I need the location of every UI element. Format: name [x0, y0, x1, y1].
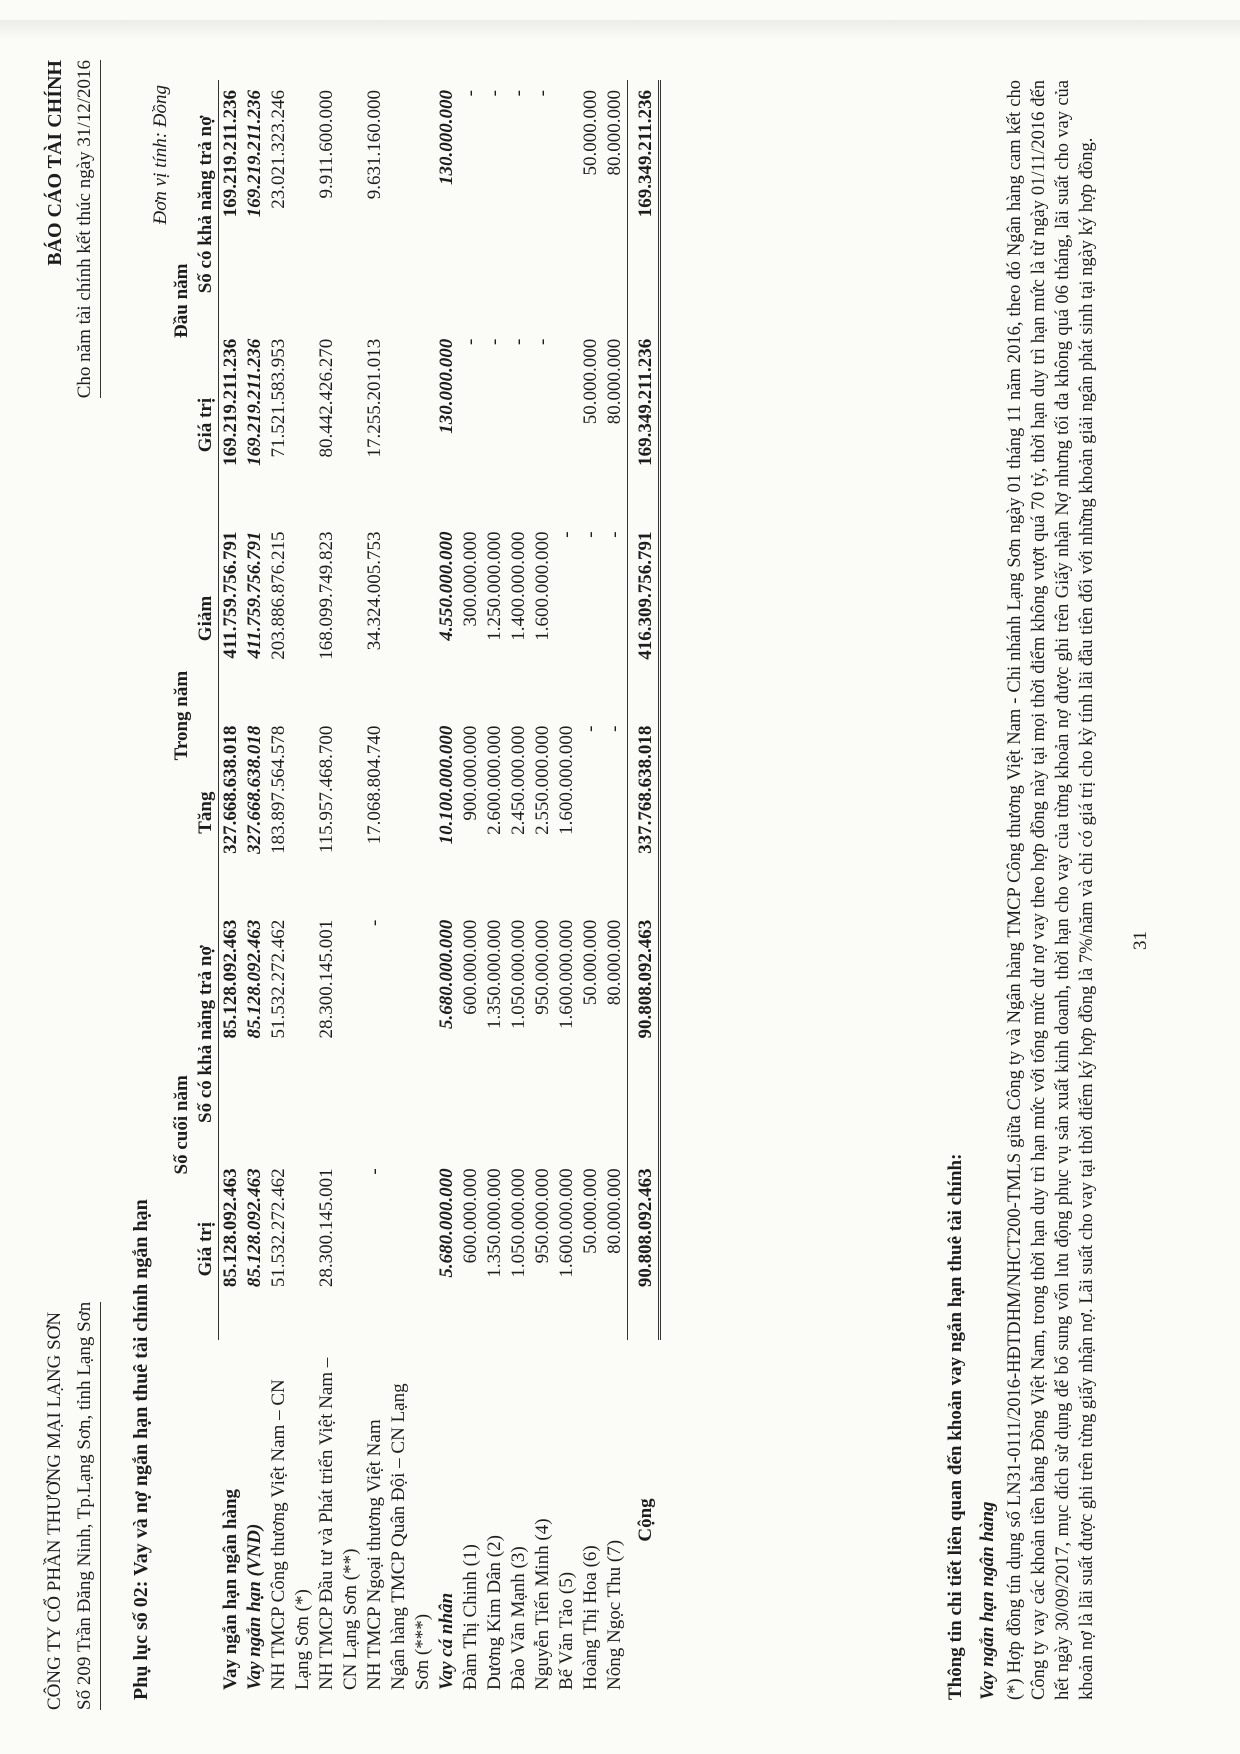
cell: 1.600.000.000: [556, 725, 577, 835]
cell: 28.300.145.001: [316, 1168, 337, 1288]
col-end-value: Giá trị: [194, 1158, 219, 1340]
table-row: [507, 80, 531, 1700]
cell: 115.957.468.700: [316, 725, 337, 854]
table-group-header: [170, 80, 194, 1700]
cell: 80.000.000: [604, 919, 625, 1006]
cell: 950.000.000: [532, 1168, 553, 1264]
notes-heading: Thông tin chi tiết liên quan đến khoản vay ngắn hạn thuê tài chính:: [945, 1153, 966, 1700]
cell: 23.021.323.246: [268, 90, 289, 209]
scan-edge: [0, 20, 1240, 40]
col-increase: Tăng: [194, 716, 219, 910]
cell: 169.219.211.236: [220, 338, 241, 466]
cell: 600.000.000: [460, 1168, 481, 1264]
notes-paragraph: (*) Hợp đồng tín dụng số LN31-0111/2016-HĐTDHM/NHCT200-TMLS giữa Công ty và Ngân hàng TMCP Công thương Việt Nam - Chi nhánh Lạng Sơn ngày 01 tháng 11 năm 2016, theo đó Ngân hàng cam kết cho Công ty vay các khoản tiền bằng Đồng Việt Nam, trong thời hạn duy trì hạn mức với tổng mức dư nợ vay theo hợp đồng này tại mọi thời điểm không vượt quá 70 tỷ, thời hạn duy trì hạn mức là từ ngày 01/11/2016 đến hết ngày 30/09/2017, mục đích sử dụng để bổ sung vốn lưu động phục vụ sản xuất kinh doanh, thời hạn cho vay của từng khoản nợ được ghi trên Giấy nhận Nợ nhưng tối đa không quá 06 tháng, lãi suất cho vay của khoản nợ là lãi suất được ghi trên từng giấy nhận nợ. Lãi suất cho vay tại thời điểm ký hợp đồng là 7%/năm và chỉ có giá trị cho kỳ tính lãi đầu tiên đối với những khoản giải ngân phát sinh tại ngày ký hợp đồng.: [1005, 80, 1097, 1700]
cell: -: [532, 338, 553, 346]
total-cell: 169.349.211.236: [628, 329, 660, 522]
total-cell: 169.349.211.236: [628, 80, 660, 329]
cell: [387, 329, 435, 522]
cell: 51.532.272.462: [268, 1168, 289, 1288]
table-row: [603, 80, 628, 1700]
unit-label: Đơn vị tính: Đồng: [150, 85, 171, 225]
cell: -: [484, 338, 505, 346]
cell: 169.219.211.236: [244, 90, 265, 218]
cell: 50.000.000: [580, 338, 601, 425]
cell: 1.250.000.000: [484, 531, 505, 641]
cell: 28.300.145.001: [316, 919, 337, 1039]
cell: 950.000.000: [532, 919, 553, 1015]
cell: 1.600.000.000: [532, 531, 553, 641]
table-row: [555, 80, 579, 1700]
row-label: Vay cá nhân: [436, 1592, 457, 1690]
cell: 80.442.426.270: [316, 338, 337, 458]
table-row: [267, 80, 315, 1700]
cell: -: [460, 90, 481, 97]
cell: 80.000.000: [604, 1168, 625, 1254]
row-label: NH TMCP Công thương Việt Nam – CN Lạng Sơn (*): [268, 1379, 313, 1690]
col-decrease: Giảm: [194, 521, 219, 715]
table-row: [243, 80, 267, 1700]
company-name: CÔNG TY CỔ PHẦN THƯƠNG MẠI LẠNG SƠN: [44, 1311, 65, 1710]
cell: 85.128.092.463: [220, 1168, 241, 1288]
cell: 85.128.092.463: [220, 919, 241, 1039]
row-label: Đào Văn Mạnh (3): [508, 1546, 529, 1690]
cell: [387, 716, 435, 910]
cell: 85.128.092.463: [244, 919, 265, 1039]
total-cell: 90.808.092.463: [628, 910, 660, 1159]
cell: 2.550.000.000: [532, 725, 553, 835]
cell: 1.050.000.000: [508, 1168, 529, 1278]
cell: 71.521.583.953: [268, 338, 289, 458]
cell: 2.600.000.000: [484, 725, 505, 835]
row-label: NH TMCP Đầu tư và Phát triển Việt Nam – CN Lạng Sơn (**): [316, 1357, 361, 1690]
cell: 17.068.804.740: [364, 725, 385, 845]
header-blank: [170, 1340, 219, 1700]
row-label: Nông Ngọc Thu (7): [604, 1539, 625, 1690]
rotated-content: [40, 60, 1160, 1710]
company-header: [40, 1302, 101, 1710]
table-row: [459, 80, 483, 1700]
row-label: Bế Văn Tảo (5): [556, 1571, 577, 1690]
cell: 85.128.092.463: [244, 1168, 265, 1288]
row-label: NH TMCP Ngoại thương Việt Nam: [364, 1419, 385, 1690]
cell: -: [364, 1168, 385, 1175]
cell: -: [604, 531, 625, 538]
total-cell: 90.808.092.463: [628, 1158, 660, 1340]
cell: 51.532.272.462: [268, 919, 289, 1039]
cell: 1.600.000.000: [556, 919, 577, 1029]
cell: 600.000.000: [460, 919, 481, 1015]
table-row: [315, 80, 363, 1700]
cell: 203.886.876.215: [268, 531, 289, 660]
table-row: [363, 80, 387, 1700]
cell: [387, 80, 435, 329]
cell: 2.450.000.000: [508, 725, 529, 835]
group-in-year: Trong năm: [171, 670, 192, 761]
cell: 169.219.211.236: [244, 338, 265, 466]
cell: -: [460, 338, 481, 346]
cell: 50.000.000: [580, 1168, 601, 1254]
row-label: Dương Kim Dân (2): [484, 1535, 505, 1690]
cell: 17.255.201.013: [364, 338, 385, 458]
total-cell: 337.768.638.018: [628, 716, 660, 910]
report-header: [40, 60, 101, 398]
cell: -: [508, 338, 529, 346]
row-label: Ngân hàng TMCP Quân Đội – CN Lạng Sơn (***): [388, 1383, 433, 1690]
group-begin-year: Đầu năm: [171, 263, 192, 338]
cell: -: [580, 531, 601, 538]
total-row: [628, 80, 660, 1700]
cell: 411.759.756.791: [220, 531, 241, 659]
cell: [387, 1158, 435, 1340]
col-begin-value: Giá trị: [194, 329, 219, 522]
cell: -: [364, 919, 385, 927]
table-row: [387, 80, 435, 1700]
cell: 5.680.000.000: [436, 1168, 457, 1278]
cell: 1.350.000.000: [484, 1168, 505, 1278]
cell: -: [484, 90, 505, 97]
group-end-year: Số cuối năm: [171, 1075, 192, 1175]
table-row: [483, 80, 507, 1700]
cell: [387, 521, 435, 715]
cell: 327.668.638.018: [244, 725, 265, 854]
cell: 411.759.756.791: [244, 531, 265, 659]
table-row: [435, 80, 459, 1700]
cell: 5.680.000.000: [436, 919, 457, 1029]
row-label: Nguyễn Tiến Minh (4): [532, 1518, 553, 1690]
cell: -: [604, 725, 625, 732]
table-row: [531, 80, 555, 1700]
cell: 168.099.749.823: [316, 531, 337, 660]
cell: 1.350.000.000: [484, 919, 505, 1029]
company-address: Số 209 Trần Đăng Ninh, Tp.Lạng Sơn, tỉnh Lạng Sơn: [70, 1302, 101, 1710]
row-label: Vay ngắn hạn (VND): [244, 1523, 265, 1690]
total-cell: 416.309.756.791: [628, 521, 660, 715]
cell: -: [580, 725, 601, 732]
cell: 300.000.000: [460, 531, 481, 627]
row-label: Vay ngắn hạn ngân hàng: [219, 1488, 241, 1690]
cell: -: [508, 90, 529, 97]
cell: 9.631.160.000: [364, 90, 385, 200]
notes-section: [945, 80, 1099, 1700]
page-number: 31: [1130, 931, 1151, 950]
cell: 1.400.000.000: [508, 531, 529, 641]
cell: 50.000.000: [580, 919, 601, 1006]
cell: [555, 80, 579, 329]
cell: 10.100.000.000: [436, 725, 457, 845]
cell: 900.000.000: [460, 725, 481, 821]
cell: 80.000.000: [604, 90, 625, 176]
cell: [555, 329, 579, 522]
cell: -: [556, 531, 577, 538]
cell: 1.050.000.000: [508, 919, 529, 1029]
cell: 130.000.000: [436, 90, 457, 185]
cell: 80.000.000: [604, 338, 625, 425]
notes-subheading: Vay ngắn hạn ngân hàng: [977, 1501, 998, 1700]
cell: 4.550.000.000: [436, 531, 457, 641]
cell: 50.000.000: [580, 90, 601, 176]
cell: 9.911.600.000: [316, 90, 337, 199]
report-title: BÁO CÁO TÀI CHÍNH: [44, 60, 66, 266]
loan-table: [170, 80, 661, 1700]
total-label: Cộng: [634, 1498, 656, 1542]
cell: [387, 910, 435, 1159]
row-label: Hoàng Thị Hoa (6): [580, 1545, 601, 1690]
section-title: Phụ lục số 02: Vay và nợ ngắn hạn thuê tài chính ngắn hạn: [130, 1199, 152, 1700]
row-label: Đàm Thị Chinh (1): [460, 1544, 481, 1690]
cell: -: [532, 90, 553, 97]
report-period: Cho năm tài chính kết thúc ngày 31/12/2016: [70, 60, 101, 398]
cell: 169.219.211.236: [220, 90, 241, 218]
col-begin-capacity: Số có khả năng trả nợ: [194, 80, 219, 329]
cell: 1.600.000.000: [556, 1168, 577, 1278]
cell: 130.000.000: [436, 338, 457, 434]
table-row: [579, 80, 603, 1700]
cell: 34.324.005.753: [364, 531, 385, 651]
col-end-capacity: Số có khả năng trả nợ: [194, 910, 219, 1159]
table-row: [219, 80, 244, 1700]
cell: 327.668.638.018: [220, 725, 241, 854]
cell: 183.897.564.578: [268, 725, 289, 854]
